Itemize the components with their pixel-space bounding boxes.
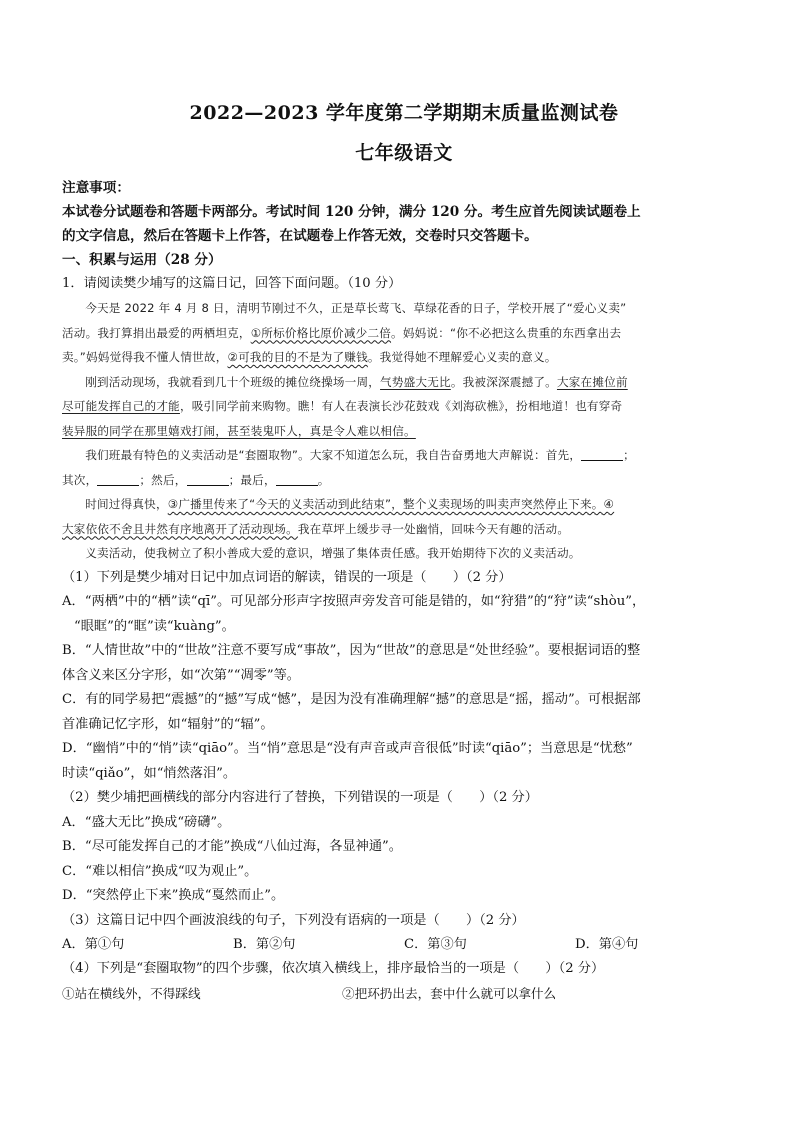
option-c-cont: 首准确记忆字形，如“辐射”的“辐”。 (62, 716, 274, 732)
diary-line: 义卖活动，使我树立了积小善成大爱的意识，增强了集体责任感。我开始期待下次的义卖活动。 (85, 546, 581, 560)
question-stem: （3）这篇日记中四个画波浪线的句子，下列没有语病的一项是（ ）（2 分） (62, 912, 525, 928)
diary-line: 我们班最有特色的义卖活动是“套圈取物”。大家不知道怎么玩，我自告奋勇地大声解说：首先， ； (85, 448, 635, 462)
notice-heading: 注意事项： (62, 180, 130, 196)
question-1-3 (62, 909, 746, 958)
exam-title: 2022—2023 学年度第二学期期末质量监测试卷 (189, 102, 619, 124)
exam-subtitle: 七年级语文 (355, 142, 453, 164)
answer-blank[interactable] (97, 471, 139, 486)
option-c[interactable]: C．有的同学易把“震撼”的“撼”写成“憾”，是因为没有准确理解“撼”的意思是“摇，摇动”。可根据部 (62, 692, 641, 707)
option-b-cont: 体含义来区分字形，如“次第”“凋零”等。 (62, 667, 300, 683)
diary-line (62, 419, 746, 444)
step-2: ②把环扔出去，套中什么就可以拿什么 (342, 985, 557, 1001)
option-row (62, 933, 746, 957)
wavy-sentence-1: ①所标价格比原价减少二倍 (250, 325, 392, 340)
question-1-stem: 1．请阅读樊少埔写的这篇日记，回答下面问题。（10 分） (62, 276, 402, 291)
diary-line: 大家依依不舍且井然有序地离开了活动现场。我在草坪上缓步寻一处幽悄，回味今天有趣的活动。 (62, 521, 570, 536)
diary-line: 活动。我打算捐出最爱的两栖坦克，①所标价格比原价减少二倍。妈妈说：“你不必把这么贵重的东西拿出去 (62, 325, 622, 340)
diary-passage (62, 296, 746, 566)
option-a[interactable]: A．“盛大无比”换成“磅礴”。 (62, 814, 231, 830)
answer-blank[interactable] (581, 446, 623, 461)
underlined-phrase: 大家在摊位前 (556, 374, 628, 389)
option-d[interactable]: D．“幽悄”中的“悄”读“qiāo”。当“悄”意思是“没有声音或声音很低”时读“qiāo”；当意思是“忧愁” (62, 741, 633, 756)
question-1-4 (62, 957, 746, 1006)
diary-line: 卖。”妈妈觉得我不懂人情世故，②可我的目的不是为了赚钱。我觉得她不理解爱心义卖的意义。 (62, 350, 557, 364)
question-stem: （2）樊少埔把画横线的部分内容进行了替换，下列错误的一项是（ ）（2 分） (62, 790, 538, 805)
option-b[interactable]: B．第②句 (233, 937, 296, 952)
answer-blank[interactable] (276, 471, 318, 486)
notice-line-2: 的文字信息，然后在答题卡上作答，在试题卷上作答无效，交卷时只交答题卡。 (62, 228, 538, 244)
option-b[interactable]: B．“尽可能发挥自己的才能”换成“八仙过海，各显神通”。 (62, 839, 402, 854)
option-a-cont: “眼眶”的“眶”读“kuàng”。 (74, 618, 235, 634)
step-row (62, 982, 746, 1006)
option-c[interactable]: C．“难以相信”换成“叹为观止”。 (62, 863, 258, 879)
underlined-phrase: 气势盛大无比 (380, 374, 451, 389)
option-a[interactable]: A．第①句 (62, 937, 125, 952)
underlined-phrase: 装异服的同学在那里嬉戏打闹，甚至装鬼吓人，真是令人难以相信。 (62, 423, 416, 438)
wavy-sentence-4: 大家依依不舍且井然有序地离开了活动现场。 (62, 521, 298, 536)
answer-blank[interactable] (187, 471, 229, 486)
option-c[interactable]: C．第③句 (404, 937, 467, 952)
option-d[interactable]: D．第④句 (575, 937, 639, 952)
question-stem: （4）下列是“套圈取物”的四个步骤，依次填入横线上，排序最恰当的一项是（ ）（2 分） (62, 961, 605, 976)
question-stem: （1）下列是樊少埔对日记中加点词语的解读，错误的一项是（ ）（2 分） (62, 569, 512, 585)
wavy-sentence-2: ②可我的目的不是为了赚钱 (227, 350, 368, 364)
exam-page (62, 100, 746, 1006)
diary-line: 尽可能发挥自己的才能，吸引同学前来购物。瞧！有人在表演长沙花鼓戏《刘海砍樵》，扮相地道！也有穿奇 (62, 399, 623, 413)
question-1-2 (62, 786, 746, 909)
question-1-1 (62, 566, 746, 787)
notice-line-1: 本试卷分试题卷和答题卡两部分。考试时间 120 分钟，满分 120 分。考生应首先阅读试题卷上 (62, 204, 641, 220)
underlined-phrase: 尽可能发挥自己的才能 (62, 399, 180, 413)
diary-line: 刚到活动现场，我就看到几十个班级的摊位绕操场一周，气势盛大无比。我被深深震撼了。大家在摊位前 (85, 374, 628, 389)
option-d-cont: 时读“qiǎo”，如“悄然落泪”。 (62, 765, 237, 781)
wavy-sentence-3: ③广播里传来了“今天的义卖活动到此结束”，整个义卖现场的叫卖声突然停止下来。④ (167, 497, 615, 511)
section-heading: 一、积累与运用（28 分） (62, 252, 222, 268)
option-a[interactable]: A．“两栖”中的“栖”读“qī”。可见部分形声字按照声旁发音可能是错的，如“狩猎”的“狩”读“shòu”， (62, 594, 646, 609)
diary-line: 其次， ；然后， ；最后， 。 (62, 472, 330, 487)
diary-line: 今天是 2022 年 4 月 8 日，清明节刚过不久，正是草长莺飞、草绿花香的日子，学校开展了“爱心义卖” (85, 301, 627, 315)
option-d[interactable]: D．“突然停止下来”换成“戛然而止”。 (62, 888, 285, 903)
step-1: ①站在横线外，不得踩线 (62, 985, 201, 1001)
diary-line: 时间过得真快，③广播里传来了“今天的义卖活动到此结束”，整个义卖现场的叫卖声突然停止下来。④ (85, 497, 615, 511)
option-b[interactable]: B．“人情世故”中的“世故”注意不要写成“事故”，因为“世故”的意思是“处世经验”。要根据词语的整 (62, 643, 641, 658)
